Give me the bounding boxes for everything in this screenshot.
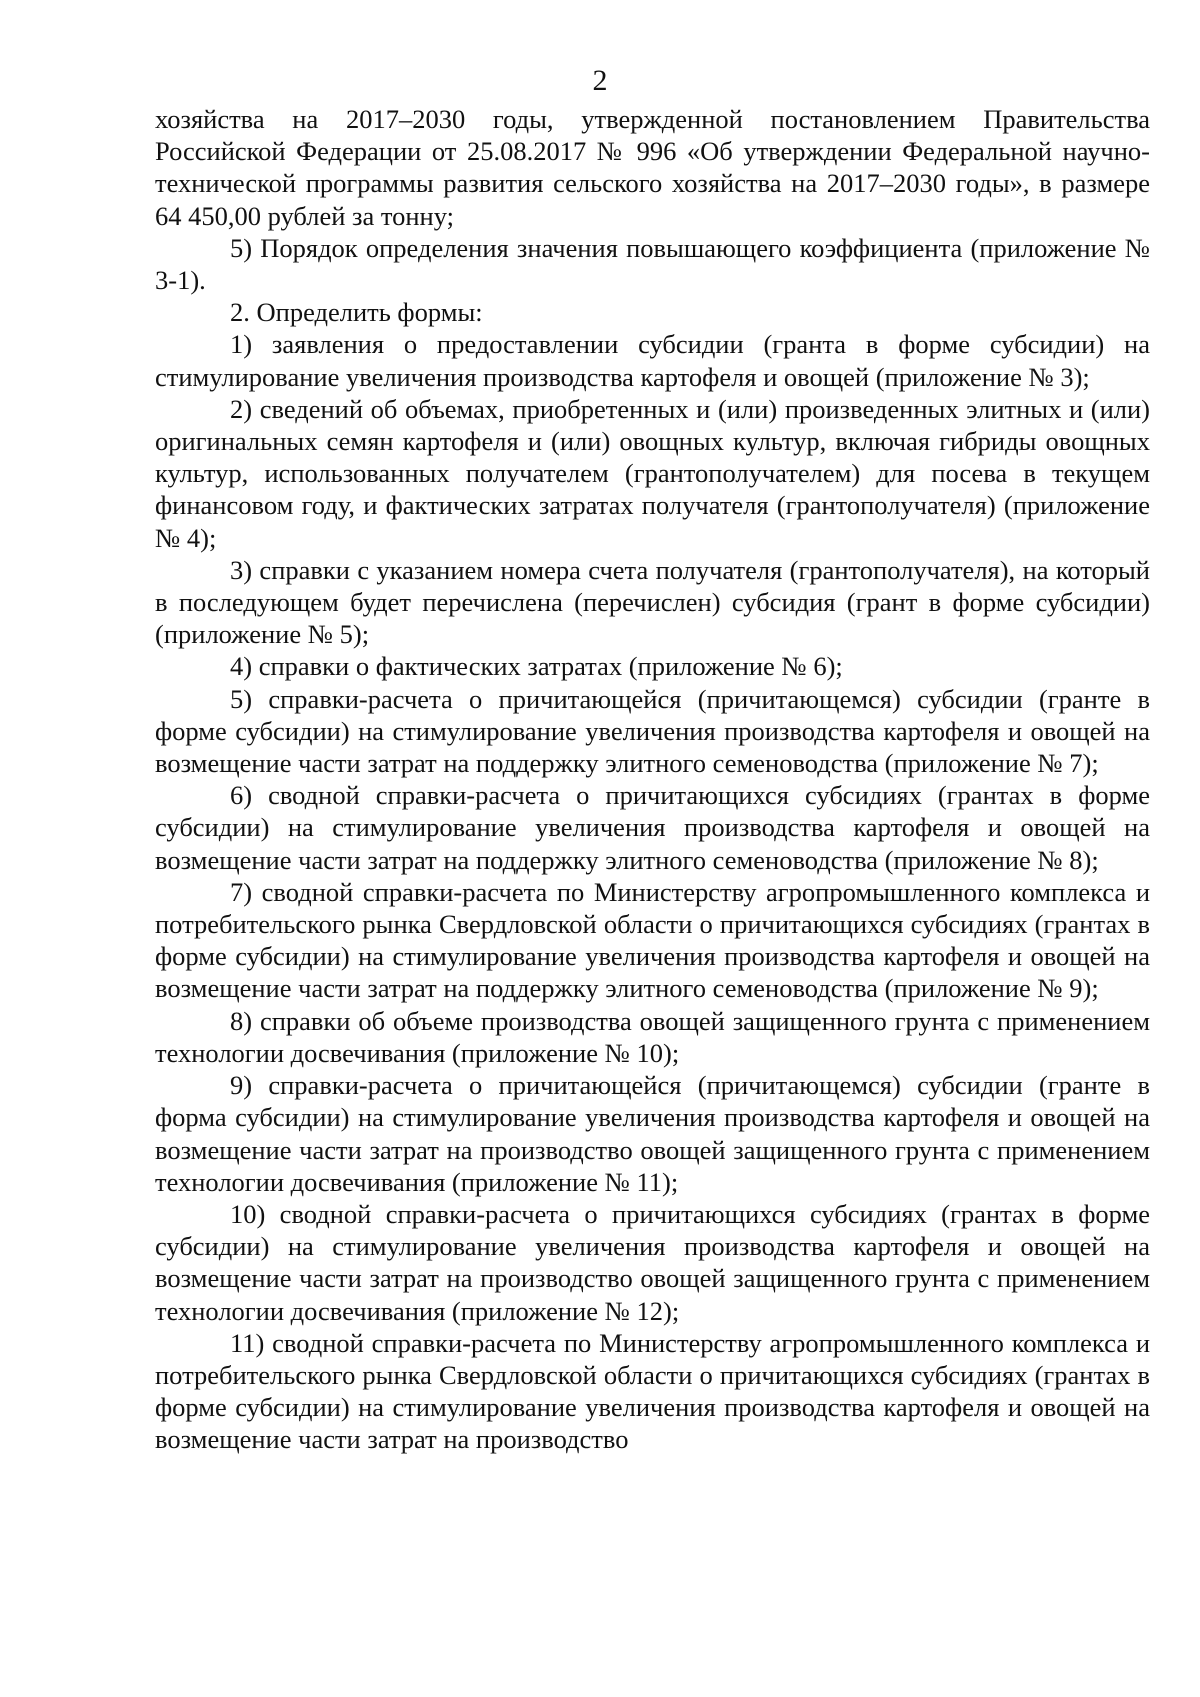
- paragraph-define-forms: 2. Определить формы:: [230, 297, 483, 328]
- paragraph-item-5-procedure: 5) Порядок определения значения повышающего коэффициента (приложение № 3-1).: [155, 232, 1150, 296]
- page-number: 2: [592, 64, 608, 97]
- document-body: [155, 103, 1150, 1456]
- paragraph-form-8: 8) справки об объеме производства овощей защищенного грунта с применением технологии досвечивания (приложение № 10);: [155, 1005, 1150, 1068]
- paragraph-form-1: 1) заявления о предоставлении субсидии (гранта в форме субсидии) на стимулирование увеличения производства картофеля и овощей (приложение № 3);: [155, 329, 1150, 392]
- paragraph-form-10: 10) сводной справки-расчета о причитающихся субсидиях (грантах в форме субсидии) на стимулирование увеличения производства картофеля и овощей на возмещение части затрат на производство овощей защищенного грунта с применением технологии досвечивания (приложение № 12);: [155, 1198, 1150, 1326]
- paragraph-form-4: 4) справки о фактических затратах (приложение № 6);: [230, 651, 843, 682]
- paragraph-form-7: 7) сводной справки-расчета по Министерству агропромышленного комплекса и потребительского рынка Свердловской области о причитающихся субсидиях (грантах в форме субсидии) на стимулирование увеличения производства картофеля и овощей на возмещение части затрат на поддержку элитного семеноводства (приложение № 9);: [155, 876, 1150, 1004]
- paragraph-form-2: 2) сведений об объемах, приобретенных и (или) произведенных элитных и (или) оригинальных семян картофеля и (или) овощных культур, включая гибриды овощных культур, использованных получателем (грантополучателем) для посева в текущем финансовом году, и фактических затратах получателя (грантополучателя) (приложение № 4);: [155, 393, 1150, 553]
- paragraph-form-3: 3) справки с указанием номера счета получателя (грантополучателя), на который в последующем будет перечислена (перечислен) субсидия (грант в форме субсидии) (приложение № 5);: [155, 554, 1150, 650]
- paragraph-form-5: 5) справки-расчета о причитающейся (причитающемся) субсидии (гранте в форме субсидии) на стимулирование увеличения производства картофеля и овощей на возмещение части затрат на поддержку элитного семеноводства (приложение № 7);: [155, 683, 1150, 779]
- paragraph-continuation: хозяйства на 2017–2030 годы, утвержденной постановлением Правительства Российской Федерации от 25.08.2017 № 996 «Об утверждении Федеральной научно-технической программы развития сельского хозяйства на 2017–2030 годы», в размере 64 450,00 рублей за тонну;: [155, 104, 1150, 231]
- paragraph-form-9: 9) справки-расчета о причитающейся (причитающемся) субсидии (гранте в форма субсидии) на стимулирование увеличения производства картофеля и овощей на возмещение части затрат на производство овощей защищенного грунта с применением технологии досвечивания (приложение № 11);: [155, 1070, 1150, 1197]
- paragraph-form-6: 6) сводной справки-расчета о причитающихся субсидиях (грантах в форме субсидии) на стимулирование увеличения производства картофеля и овощей на возмещение части затрат на поддержку элитного семеноводства (приложение № 8);: [155, 780, 1150, 875]
- paragraph-form-11: 11) сводной справки-расчета по Министерству агропромышленного комплекса и потребительского рынка Свердловской области о причитающихся субсидиях (грантах в форме субсидии) на стимулирование увеличения производства картофеля и овощей на возмещение части затрат на производство: [155, 1327, 1150, 1455]
